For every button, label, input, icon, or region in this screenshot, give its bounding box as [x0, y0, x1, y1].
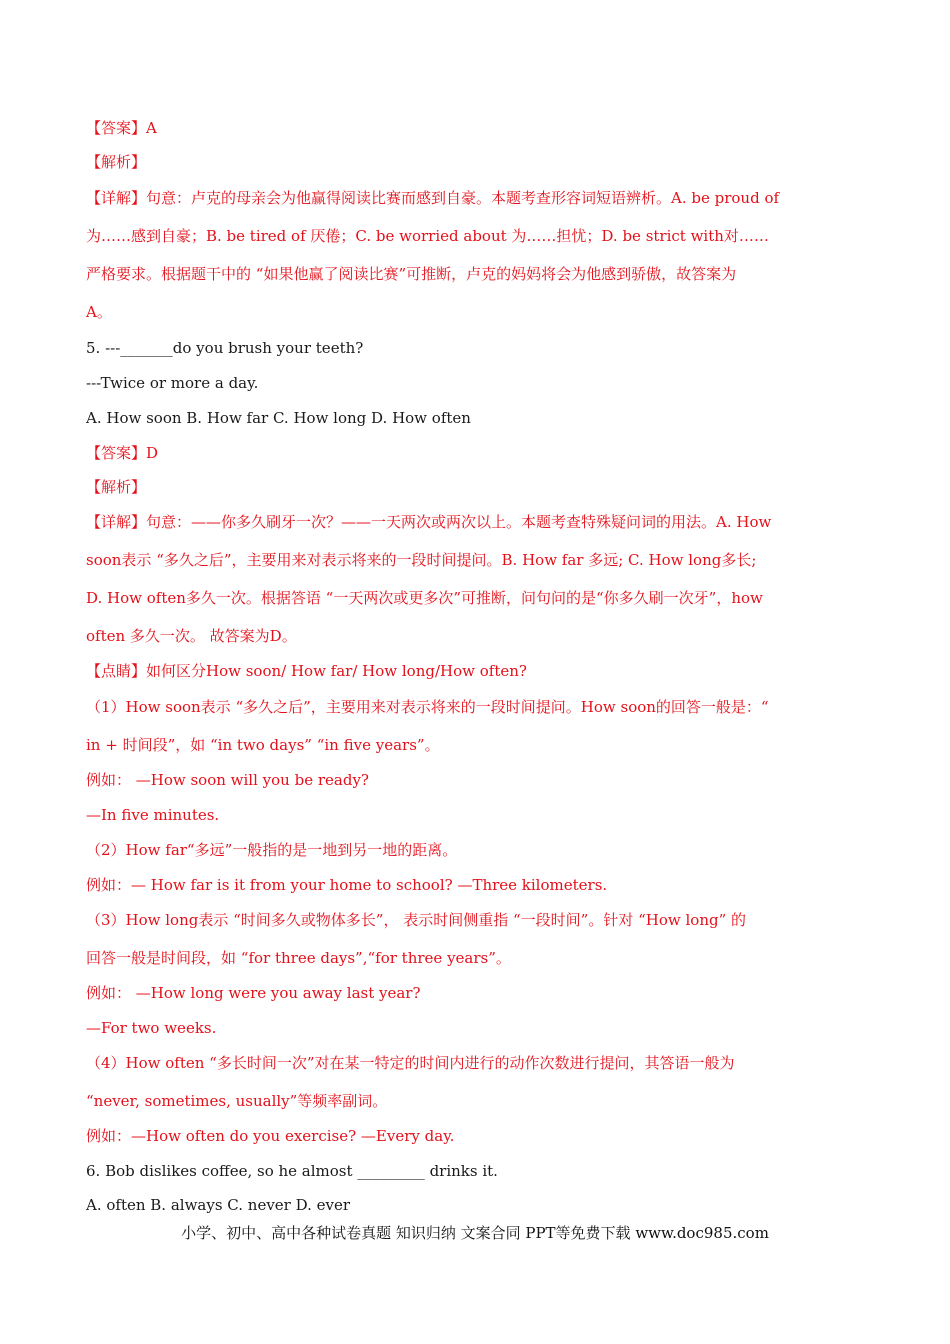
text-line: A. often B. always C. never D. ever — [86, 1196, 351, 1214]
text-line: in + 时间段”，如 “in two days” “in five years”。 — [86, 736, 440, 754]
text-line: 回答一般是时间段，如 “for three days”,“for three years”。 — [86, 949, 511, 967]
text-line: 【解析】 — [86, 478, 147, 496]
text-line: A。 — [86, 303, 112, 321]
text-line: —For two weeks. — [86, 1019, 217, 1037]
text-line: 【答案】A — [86, 119, 157, 137]
text-line: 例如： —How soon will you be ready? — [86, 771, 369, 789]
text-line: soon表示 “多久之后”，主要用来对表示将来的一段时间提问。B. How far 多远; C. How long多长; — [86, 551, 757, 569]
text-line: often 多久一次。 故答案为D。 — [86, 627, 297, 645]
text-line: （4）How often “多长时间一次”对在某一特定的时间内进行的动作次数进行提问，其答语一般为 — [86, 1054, 735, 1072]
text-line: 【点睛】如何区分How soon/ How far/ How long/How often? — [86, 662, 527, 680]
text-line: 5. ---_______do you brush your teeth? — [86, 339, 364, 357]
text-line: A. How soon B. How far C. How long D. How often — [86, 409, 471, 427]
text-line: —In five minutes. — [86, 806, 220, 824]
text-line: 【详解】句意：卢克的母亲会为他赢得阅读比赛而感到自豪。本题考查形容词短语辨析。A. be proud of — [86, 189, 780, 207]
text-line: 6. Bob dislikes coffee, so he almost _________ drinks it. — [86, 1162, 498, 1180]
page-footer: 小学、初中、高中各种试卷真题 知识归纳 文案合同 PPT等免费下载 www.doc985.com — [181, 1224, 769, 1242]
text-line: D. How often多久一次。根据答语 “一天两次或更多次”可推断，问句问的是“你多久刷一次牙”，how — [86, 589, 763, 607]
text-line: ---Twice or more a day. — [86, 374, 259, 392]
text-line: 为……感到自豪；B. be tired of 厌倦；C. be worried about 为……担忧；D. be strict with对…… — [86, 227, 769, 245]
text-line: （3）How long表示 “时间多久或物体多长”， 表示时间侧重指 “一段时间”。针对 “How long” 的 — [86, 911, 747, 929]
text-line: 【答案】D — [86, 444, 159, 462]
text-line: （2）How far“多远”一般指的是一地到另一地的距离。 — [86, 841, 458, 859]
text-line: “never, sometimes, usually”等频率副词。 — [86, 1092, 388, 1110]
text-line: 例如：—How often do you exercise? —Every day. — [86, 1127, 455, 1145]
text-line: 【解析】 — [86, 153, 147, 171]
text-line: 严格要求。根据题干中的 “如果他赢了阅读比赛”可推断，卢克的妈妈将会为他感到骄傲，故答案为 — [86, 265, 737, 283]
text-line: 例如：— How far is it from your home to school? —Three kilometers. — [86, 876, 608, 894]
text-line: （1）How soon表示 “多久之后”，主要用来对表示将来的一段时间提问。How soon的回答一般是：“ — [86, 698, 769, 716]
text-line: 【详解】句意：——你多久刷牙一次？——一天两次或两次以上。本题考查特殊疑问词的用法。A. How — [86, 513, 772, 531]
text-line: 例如： —How long were you away last year? — [86, 984, 421, 1002]
